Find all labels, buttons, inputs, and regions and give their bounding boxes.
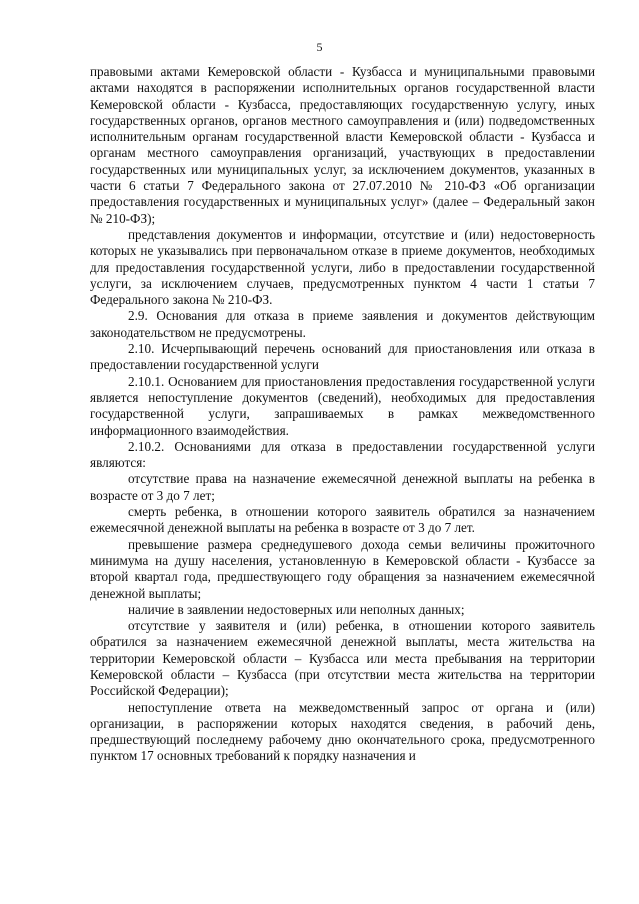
document-body bbox=[90, 64, 595, 765]
paragraph-4: 2.10.1. Основанием для приостановления предоставления государственной услуги является непоступление документов (сведений), необходимых для предоставления государственной услуги, запрашиваемых в рамках межведомственного информационного взаимодействия. bbox=[90, 373, 595, 438]
paragraph-3: 2.10. Исчерпывающий перечень оснований для приостановления или отказа в предоставлении государственной услуги bbox=[90, 341, 595, 373]
paragraph-7: смерть ребенка, в отношении которого заявитель обратился за назначением ежемесячной денежной выплаты на ребенка в возрасте от 3 до 7 лет. bbox=[90, 504, 595, 536]
paragraph-2: 2.9. Основания для отказа в приеме заявления и документов действующим законодательством не предусмотрены. bbox=[90, 308, 595, 340]
paragraph-6: отсутствие права на назначение ежемесячной денежной выплаты на ребенка в возрасте от 3 до 7 лет; bbox=[90, 471, 595, 503]
paragraph-5: 2.10.2. Основаниями для отказа в предоставлении государственной услуги являются: bbox=[90, 438, 595, 471]
paragraph-9: наличие в заявлении недостоверных или неполных данных; bbox=[128, 601, 465, 617]
paragraph-0: правовыми актами Кемеровской области - Кузбасса и муниципальными правовыми актами находятся в распоряжении исполнительных органов государственной власти Кемеровской области - Кузбасса, предоставляющих государственную услугу, иных государственных органов, органов местного самоуправления и (или) подведомственных исполнительным органам государственной власти Кемеровской области - Кузбасса и органам местного самоуправления организаций, участвующих в предоставлении государственных или муниципальных услуг, за исключением документов, указанных в части 6 статьи 7 Федерального закона от 27.07.2010 № 210-ФЗ «Об организации предоставления государственных и муниципальных услуг» (далее – Федеральный закон № 210-ФЗ); bbox=[90, 64, 595, 226]
paragraph-8: превышение размера среднедушевого дохода семьи величины прожиточного минимума на душу населения, установленную в Кемеровской области - Кузбассе за второй квартал года, предшествующего году обращения за назначением ежемесячной денежной выплаты; bbox=[90, 536, 595, 601]
page-number: 5 bbox=[316, 40, 323, 54]
paragraph-10: отсутствие у заявителя и (или) ребенка, в отношении которого заявитель обратился за назначением ежемесячной денежной выплаты, места жительства на территории Кемеровской области – Кузбасса или места пребывания на территории Кемеровской области – Кузбасса (при отсутствии места жительства на территории Российской Федерации); bbox=[90, 618, 595, 699]
paragraph-11: непоступление ответа на межведомственный запрос от органа и (или) организации, в распоряжении которых находятся сведения, в рабочий день, предшествующий последнему рабочему дню окончательного срока, предусмотренного пунктом 17 основных требований к порядку назначения и bbox=[90, 699, 595, 764]
paragraph-1: представления документов и информации, отсутствие и (или) недостоверность которых не указывались при первоначальном отказе в приеме документов, необходимых для предоставления государственной услуги, либо в предоставлении государственной услуги, за исключением случаев, предусмотренных пунктом 4 части 1 статьи 7 Федерального закона № 210-ФЗ. bbox=[90, 226, 595, 308]
